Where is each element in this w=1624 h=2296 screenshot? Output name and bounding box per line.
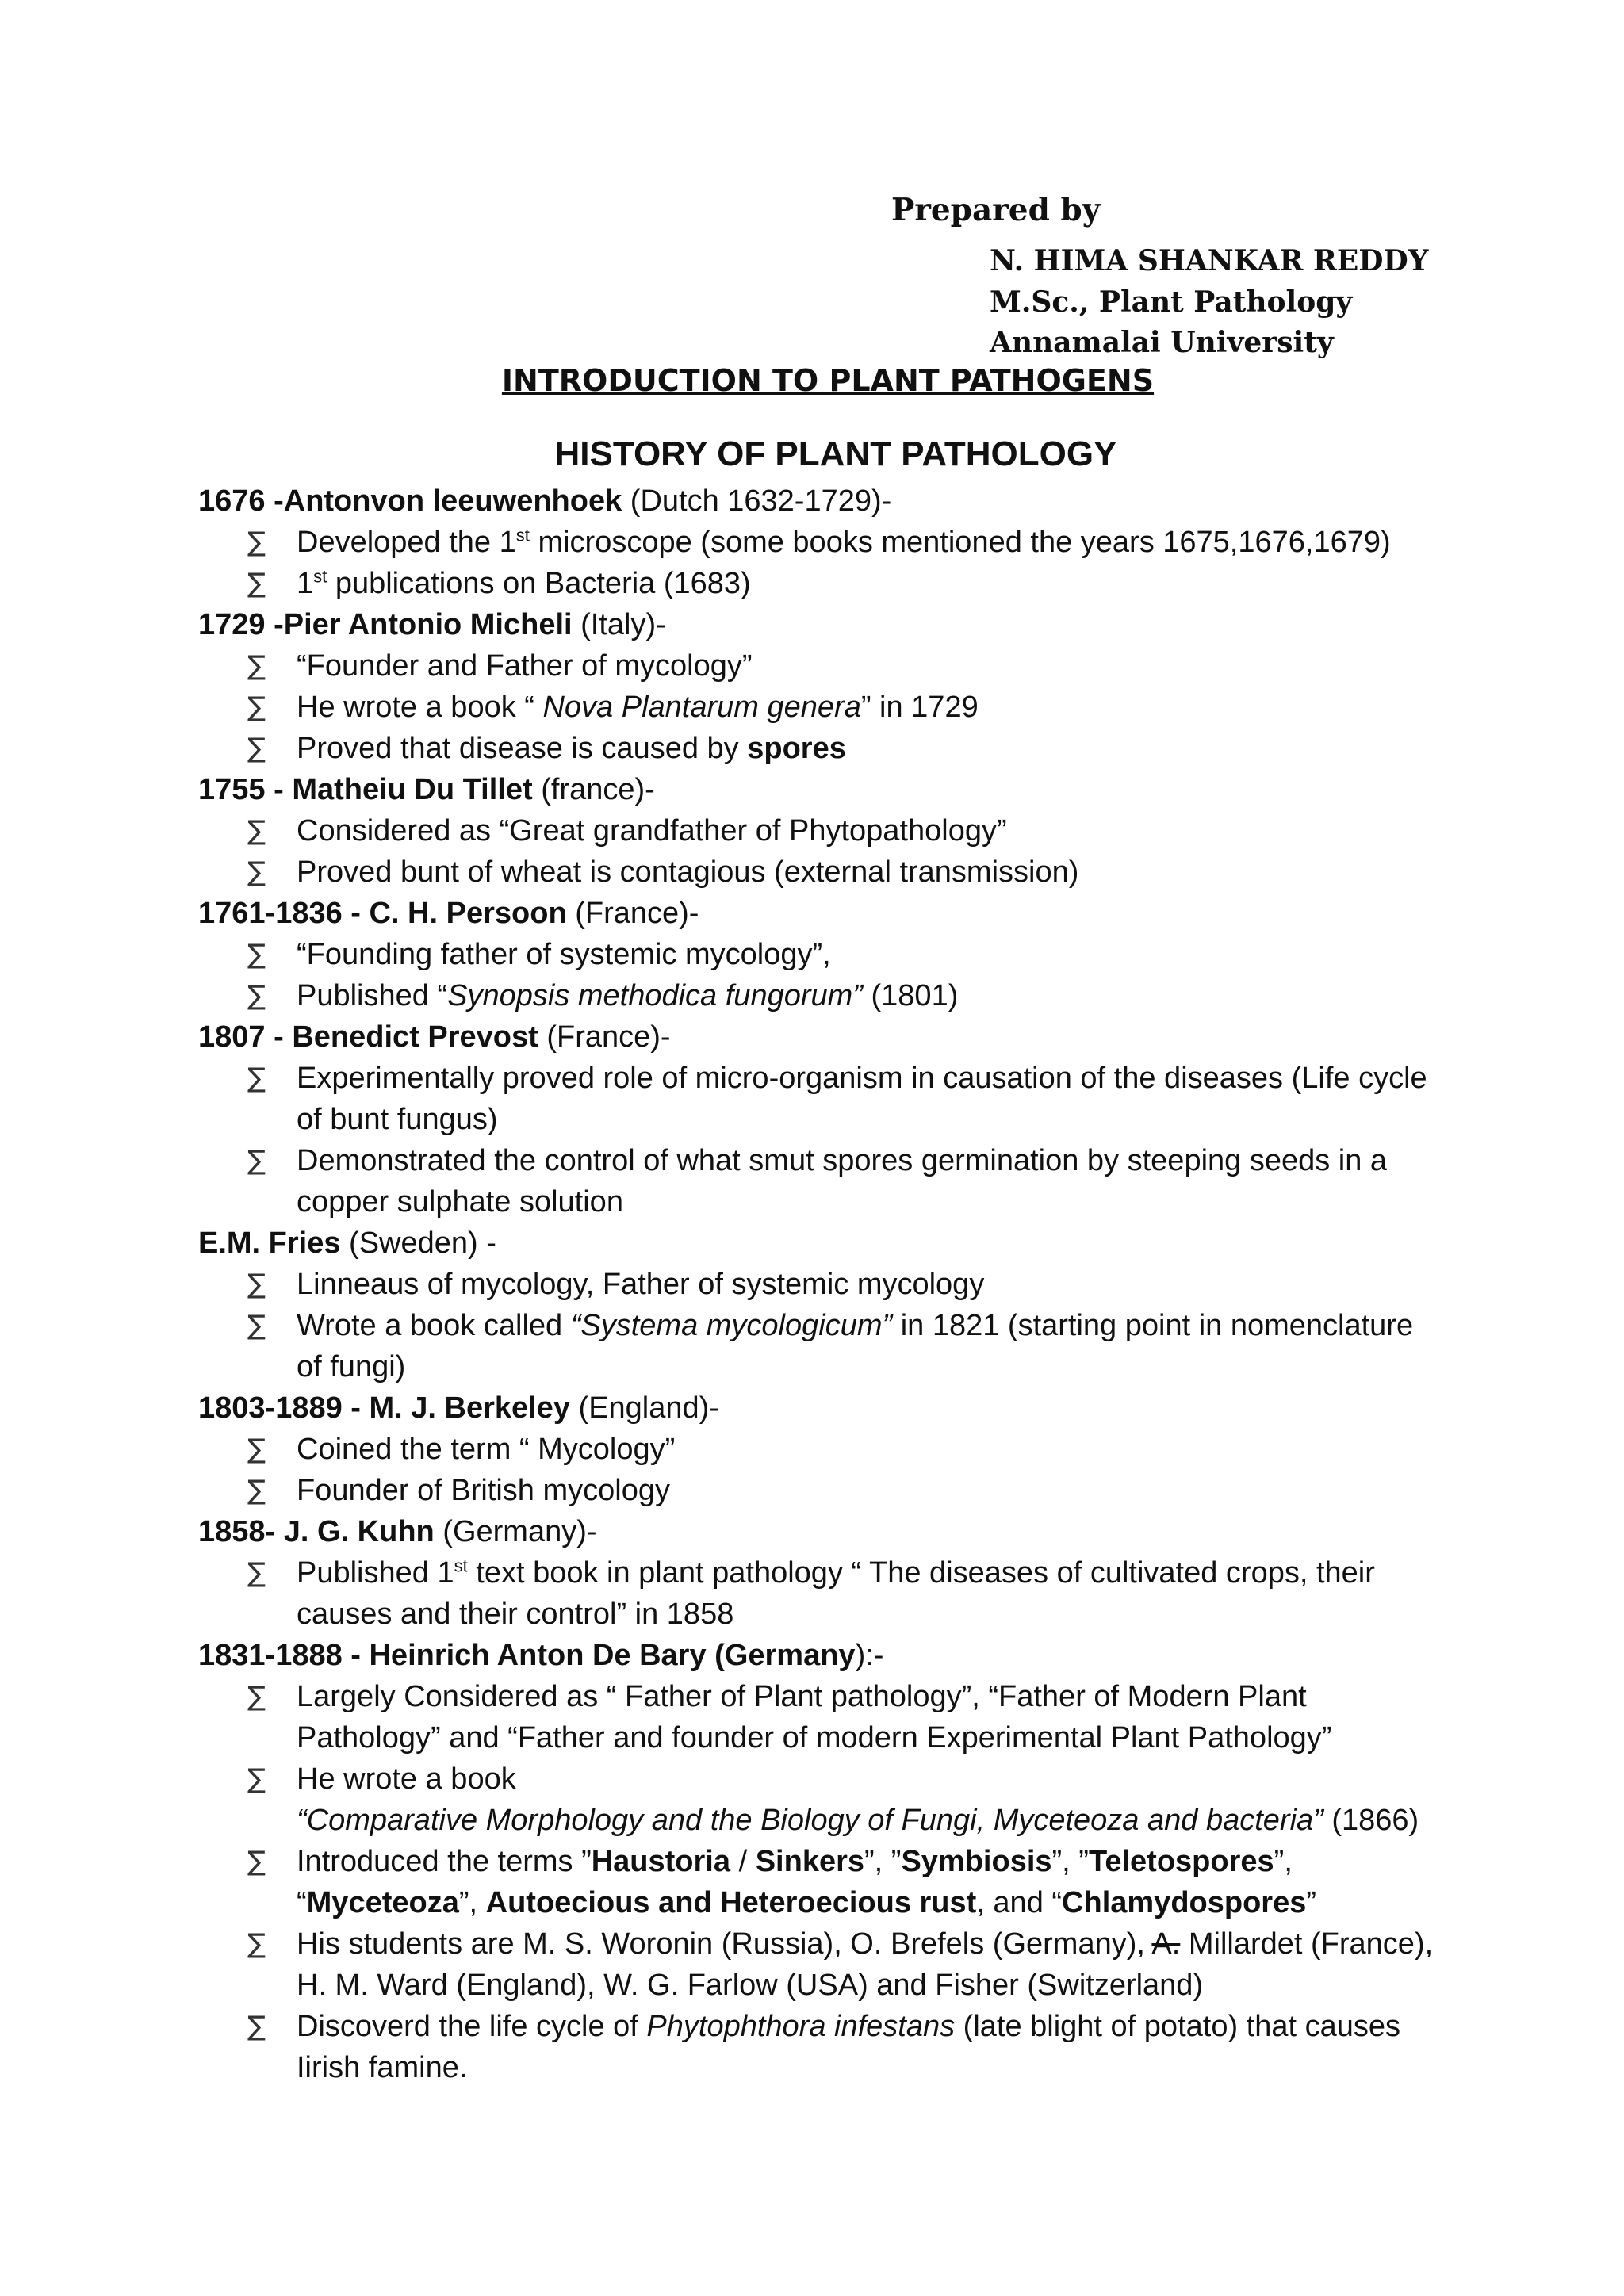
summation-bullet-icon: ∑ bbox=[247, 1681, 266, 1712]
entry-points bbox=[198, 810, 1443, 893]
entry-person: Matheiu Du Tillet bbox=[292, 773, 533, 806]
list-item: ∑ Proved that disease is caused by spores bbox=[198, 728, 1443, 769]
list-item: ∑ 1st publications on Bacteria (1683) bbox=[198, 563, 1443, 604]
summation-bullet-icon: ∑ bbox=[247, 1310, 266, 1341]
list-item: ∑ He wrote a book “ Nova Plantarum genera” in 1729 bbox=[198, 687, 1443, 728]
summation-bullet-icon: ∑ bbox=[247, 980, 266, 1012]
prepared-by-label: Prepared by bbox=[891, 192, 1101, 228]
entry-points bbox=[198, 645, 1443, 769]
entry-detail: (Sweden) - bbox=[340, 1226, 496, 1260]
entry-person: Antonvon leeuwenhoek bbox=[283, 484, 622, 518]
history-entry bbox=[198, 1016, 1443, 1223]
list-item: ∑ “Founding father of systemic mycology”, bbox=[198, 934, 1443, 975]
history-entry bbox=[198, 604, 1443, 769]
entry-person: Benedict Prevost bbox=[292, 1020, 538, 1054]
list-item: ∑ Developed the 1st microscope (some books mentioned the years 1675,1676,1679) bbox=[198, 522, 1443, 563]
entry-year: 1858- bbox=[198, 1515, 284, 1548]
entry-heading bbox=[198, 769, 1443, 810]
entry-detail: (England)- bbox=[569, 1391, 719, 1425]
entry-heading bbox=[198, 604, 1443, 645]
list-item: ∑ Published 1st text book in plant pathology “ The diseases of cultivated crops, their causes and their control” in 1858 bbox=[198, 1552, 1443, 1635]
summation-bullet-icon: ∑ bbox=[247, 691, 266, 723]
entry-points bbox=[198, 1429, 1443, 1511]
species-name: Phytophthora infestans bbox=[646, 2010, 956, 2043]
entry-person: Pier Antonio Micheli bbox=[283, 608, 573, 641]
section-title: HISTORY OF PLANT PATHOLOGY bbox=[554, 434, 1117, 473]
list-item: ∑ Discoverd the life cycle of Phytophthora infestans (late blight of potato) that causes Iirish famine. bbox=[198, 2006, 1443, 2088]
list-item: ∑ Wrote a book called “Systema mycologicum” in 1821 (starting point in nomenclature of fungi) bbox=[198, 1305, 1443, 1387]
list-item: ∑ Considered as “Great grandfather of Phytopathology” bbox=[198, 810, 1443, 851]
summation-bullet-icon: ∑ bbox=[247, 733, 266, 764]
entry-heading bbox=[198, 1635, 1443, 1676]
entry-detail: (Dutch 1632-1729)- bbox=[622, 484, 892, 518]
summation-bullet-icon: ∑ bbox=[247, 939, 266, 970]
entry-heading bbox=[198, 480, 1443, 522]
entry-points bbox=[198, 1676, 1443, 2088]
list-item: ∑ He wrote a book “Comparative Morphology and the Biology of Fungi, Myceteoza and bacteria” (1866) bbox=[198, 1758, 1443, 1841]
summation-bullet-icon: ∑ bbox=[247, 1145, 266, 1177]
summation-bullet-icon: ∑ bbox=[247, 856, 266, 888]
entry-points bbox=[198, 1264, 1443, 1387]
entry-person: M. J. Berkeley bbox=[369, 1391, 570, 1425]
history-entry bbox=[198, 1223, 1443, 1387]
summation-bullet-icon: ∑ bbox=[247, 1846, 266, 1877]
entry-heading bbox=[198, 1223, 1443, 1264]
entry-person: J. G. Kuhn bbox=[283, 1515, 435, 1548]
history-entry bbox=[198, 1511, 1443, 1635]
document-title: INTRODUCTION TO PLANT PATHOGENS bbox=[501, 363, 1155, 398]
summation-bullet-icon: ∑ bbox=[247, 1062, 266, 1094]
entry-year: 1729 - bbox=[198, 608, 284, 641]
list-item: ∑ His students are M. S. Woronin (Russia), O. Brefels (Germany), A. Millardet (France), H. M. Ward (England), W. G. Farlow (USA) and Fisher (Switzerland) bbox=[198, 1923, 1443, 2006]
entry-points bbox=[198, 934, 1443, 1016]
summation-bullet-icon: ∑ bbox=[247, 568, 266, 599]
summation-bullet-icon: ∑ bbox=[247, 1475, 266, 1506]
entry-detail: ):- bbox=[855, 1639, 884, 1672]
history-entry bbox=[198, 769, 1443, 893]
entry-heading bbox=[198, 893, 1443, 934]
list-item: ∑ Experimentally proved role of micro-organism in causation of the diseases (Life cycle of bunt fungus) bbox=[198, 1058, 1443, 1140]
entry-year: 1807 - bbox=[198, 1020, 293, 1054]
entry-detail: (Italy)- bbox=[572, 608, 666, 641]
entry-heading bbox=[198, 1511, 1443, 1552]
list-item: ∑ Demonstrated the control of what smut spores germination by steeping seeds in a copper sulphate solution bbox=[198, 1140, 1443, 1223]
list-item: ∑ Published “Synopsis methodica fungorum” (1801) bbox=[198, 975, 1443, 1016]
author-degree: M.Sc., Plant Pathology bbox=[990, 285, 1353, 319]
list-item: ∑ Largely Considered as “ Father of Plant pathology”, “Father of Modern Plant Pathology” and “Father and founder of modern Experimental Plant Pathology” bbox=[198, 1676, 1443, 1758]
entry-year: 1755 - bbox=[198, 773, 293, 806]
entry-year: 1803-1889 - bbox=[198, 1391, 370, 1425]
entry-person: E.M. Fries bbox=[198, 1226, 341, 1260]
struck-text: A. bbox=[1151, 1927, 1181, 1961]
summation-bullet-icon: ∑ bbox=[247, 2011, 266, 2042]
list-item: ∑ Linneaus of mycology, Father of systemic mycology bbox=[198, 1264, 1443, 1305]
author-university: Annamalai University bbox=[990, 326, 1334, 359]
entry-detail: (france)- bbox=[532, 773, 655, 806]
summation-bullet-icon: ∑ bbox=[247, 815, 266, 847]
entry-heading bbox=[198, 1387, 1443, 1429]
summation-bullet-icon: ∑ bbox=[247, 1557, 266, 1589]
entry-points bbox=[198, 1058, 1443, 1223]
summation-bullet-icon: ∑ bbox=[247, 1928, 266, 1960]
entry-year: 1676 - bbox=[198, 484, 284, 518]
entry-points bbox=[198, 522, 1443, 604]
history-entry bbox=[198, 480, 1443, 604]
list-item: ∑ Founder of British mycology bbox=[198, 1470, 1443, 1511]
summation-bullet-icon: ∑ bbox=[247, 1763, 266, 1795]
entry-detail: (France)- bbox=[566, 897, 699, 930]
summation-bullet-icon: ∑ bbox=[247, 650, 266, 682]
entry-detail: (France)- bbox=[538, 1020, 671, 1054]
entry-heading bbox=[198, 1016, 1443, 1058]
summation-bullet-icon: ∑ bbox=[247, 1433, 266, 1465]
list-item: ∑ Introduced the terms ”Haustoria / Sinkers”, ”Symbiosis”, ”Teletospores”, “Myceteoza”, Autoecious and Heteroecious rust, and “Chlamydospores” bbox=[198, 1841, 1443, 1923]
list-item: ∑ Coined the term “ Mycology” bbox=[198, 1429, 1443, 1470]
list-item: ∑ Proved bunt of wheat is contagious (external transmission) bbox=[198, 851, 1443, 893]
list-item: ∑ “Founder and Father of mycology” bbox=[198, 645, 1443, 687]
book-title: “Comparative Morphology and the Biology of Fungi, Myceteoza and bacteria” bbox=[297, 1804, 1323, 1837]
entry-person: C. H. Persoon bbox=[369, 897, 567, 930]
entry-points bbox=[198, 1552, 1443, 1635]
author-name: N. HIMA SHANKAR REDDY bbox=[990, 244, 1429, 277]
entry-person: 1831-1888 - Heinrich Anton De Bary (Germany bbox=[198, 1639, 856, 1672]
history-entry-debary bbox=[198, 1635, 1443, 2088]
entry-detail: (Germany)- bbox=[434, 1515, 597, 1548]
history-body bbox=[198, 480, 1443, 2088]
history-entry bbox=[198, 893, 1443, 1016]
summation-bullet-icon: ∑ bbox=[247, 526, 266, 558]
summation-bullet-icon: ∑ bbox=[247, 1269, 266, 1300]
entry-year: 1761-1836 - bbox=[198, 897, 370, 930]
history-entry bbox=[198, 1387, 1443, 1511]
